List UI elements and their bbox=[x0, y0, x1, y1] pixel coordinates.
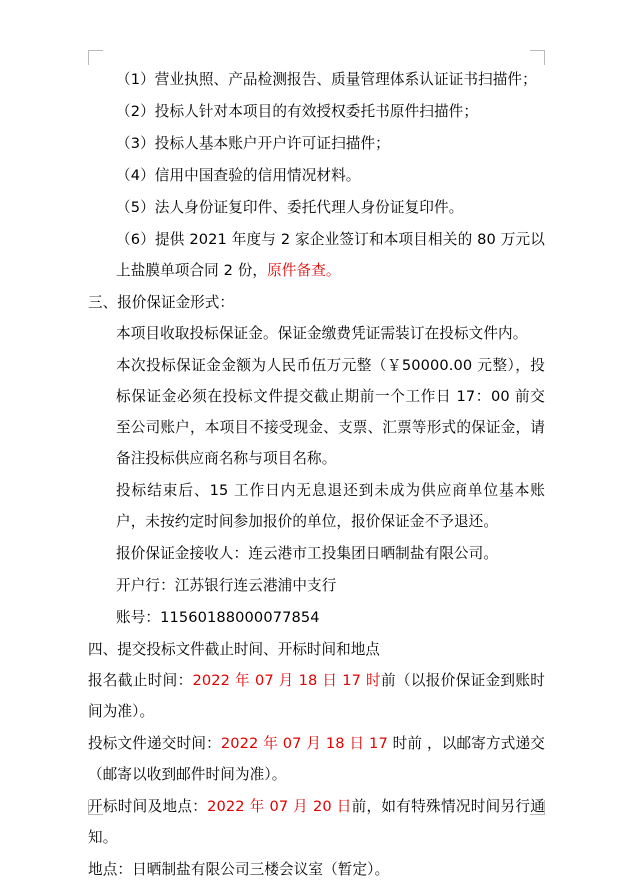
para-deadline-submit-run-1: 投标文件递交时间： bbox=[88, 735, 221, 752]
para-place bbox=[88, 854, 545, 885]
margin-mark-top-left bbox=[88, 50, 103, 65]
para-payee bbox=[88, 538, 545, 569]
para-deadline-register-run-2: 2022 年 07 月 18 日 17 时 bbox=[192, 672, 381, 689]
para-place-run-1: 地点：日晒制盐有限公司三楼会议室（暂定）。 bbox=[88, 861, 390, 878]
para-open-time-run-2: 2022 年 07 月 20 日 bbox=[207, 798, 352, 815]
para-open-time-run-3: 前，如有特殊情况时间另行通知。 bbox=[88, 798, 545, 846]
para-account bbox=[88, 602, 545, 633]
item-5-run-1: （5）法人身份证复印件、委托代理人身份证复印件。 bbox=[116, 199, 464, 216]
para-bank bbox=[88, 570, 545, 601]
para-open-time-run-1: 开标时间及地点： bbox=[88, 798, 208, 815]
para-deadline-register bbox=[88, 665, 545, 727]
margin-mark-top-right bbox=[530, 50, 545, 65]
item-3-run-1: （3）投标人基本账户开户许可证扫描件； bbox=[116, 135, 390, 152]
document-body bbox=[88, 64, 545, 886]
item-6 bbox=[88, 224, 545, 286]
item-2-run-1: （2）投标人针对本项目的有效授权委托书原件扫描件； bbox=[116, 103, 479, 120]
para-deadline-register-run-3: 前（以报价保证金到账时间为准）。 bbox=[88, 672, 545, 720]
para-deposit-1 bbox=[88, 318, 545, 349]
para-deadline-submit-run-3: 时前 ，以邮寄方式递交（邮寄以收到邮件时间为准）。 bbox=[88, 735, 546, 783]
item-6-run-1: （6）提供 2021 年度与 2 家企业签订和本项目相关的 80 万元以上盐膜单项合同 2 份， bbox=[116, 231, 545, 279]
para-deposit-2 bbox=[88, 350, 545, 474]
item-5 bbox=[88, 192, 545, 223]
para-bank-run-1: 开户行：江苏银行连云港浦中支行 bbox=[116, 577, 337, 594]
item-4-run-1: （4）信用中国查验的信用情况材料。 bbox=[116, 167, 361, 184]
para-deposit-3-run-1: 投标结束后、15 工作日内无息退还到未成为供应商单位基本账户，未按约定时间参加报价的单位，报价保证金不予退还。 bbox=[116, 482, 545, 530]
para-payee-run-1: 报价保证金接收人：连云港市工投集团日晒制盐有限公司。 bbox=[116, 545, 499, 562]
item-1-run-1: （1）营业执照、产品检测报告、质量管理体系认证证书扫描件； bbox=[116, 71, 537, 88]
para-open-time bbox=[88, 791, 545, 853]
para-deadline-submit bbox=[88, 728, 545, 790]
section-4-heading bbox=[88, 634, 545, 665]
item-2 bbox=[88, 96, 545, 127]
para-deposit-3 bbox=[88, 475, 545, 537]
para-deposit-1-run-1: 本项目收取投标保证金。保证金缴费凭证需装订在投标文件内。 bbox=[116, 325, 528, 342]
item-1 bbox=[88, 64, 545, 95]
para-account-run-1: 账号：11560188000077854 bbox=[116, 609, 320, 626]
para-deposit-2-run-1: 本次投标保证金金额为人民币伍万元整（￥50000.00 元整），投标保证金必须在投标文件提交截止期前一个工作日 17：00 前交至公司账户，本项目不接受现金、支票、汇票等形式的保证金，请备注投标供应商名称与项目名称。 bbox=[116, 357, 545, 467]
section-3-heading-run-1: 三、报价保证金形式： bbox=[88, 294, 234, 311]
section-4-heading-run-1: 四、提交投标文件截止时间、开标时间和地点 bbox=[88, 641, 380, 658]
para-deadline-register-run-1: 报名截止时间： bbox=[88, 672, 193, 689]
section-3-heading bbox=[88, 287, 545, 318]
item-6-run-2: 原件备查。 bbox=[267, 262, 341, 279]
item-3 bbox=[88, 128, 545, 159]
item-4 bbox=[88, 160, 545, 191]
para-deadline-submit-run-2: 2022 年 07 月 18 日 17 bbox=[220, 735, 388, 752]
